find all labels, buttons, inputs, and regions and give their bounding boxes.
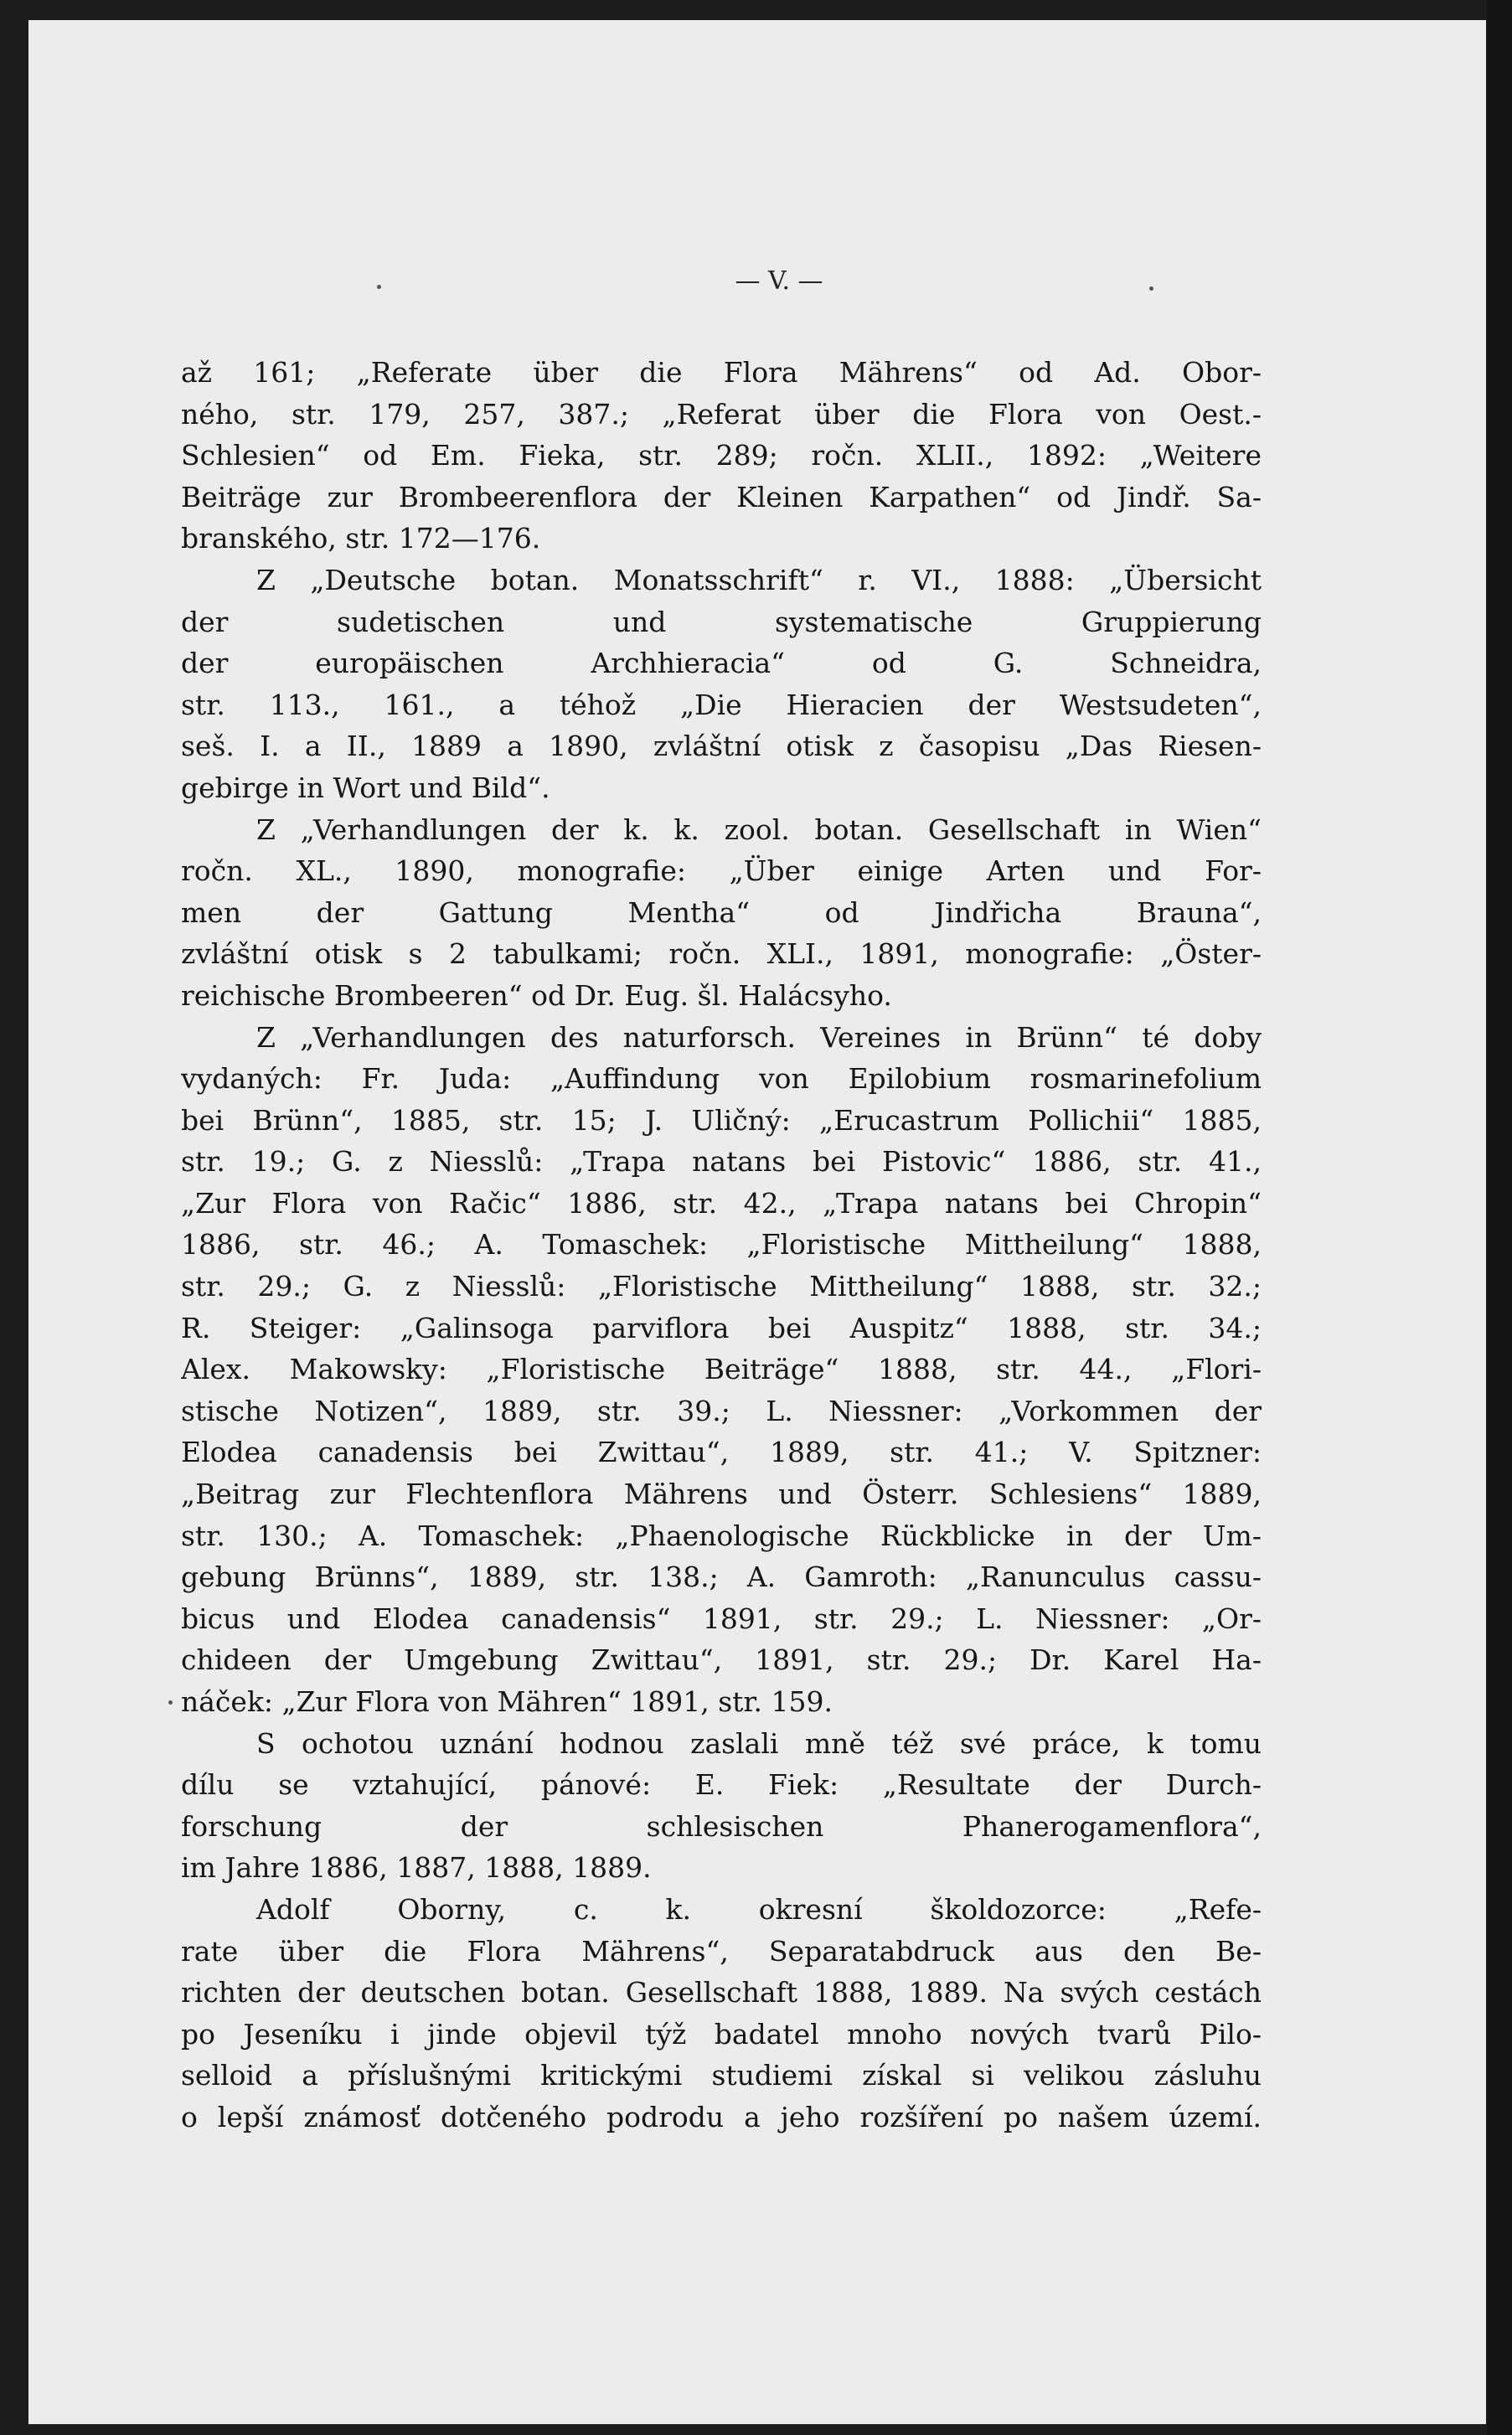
text-line: reichische Brombeeren“ od Dr. Eug. šl. Halácsyho. [181,978,892,1012]
text-line: branského, str. 172—176. [181,522,541,555]
body-text [181,352,1262,2138]
text-line: R. Steiger: „Galinsoga parviflora bei Auspitz“ 1888, str. 34.; [181,1311,1262,1344]
text-line: gebirge in Wort und Bild“. [181,771,550,804]
text-line: bei Brünn“, 1885, str. 15; J. Uličný: „Erucastrum Pollichii“ 1885, [181,1103,1262,1137]
text-line: „Zur Flora von Račic“ 1886, str. 42., „Trapa natans bei Chropin“ [181,1186,1262,1220]
text-line: rate über die Flora Mährens“, Separatabdruck aus den Be- [181,1934,1262,1968]
text-line: Z „Deutsche botan. Monatsschrift“ r. VI., 1888: „Übersicht [256,563,1262,596]
text-line: men der Gattung Mentha“ od Jindřicha Brauna“, [181,895,1262,929]
text-line: ročn. XL., 1890, monografie: „Über einige Arten und For- [181,854,1262,888]
text-line: 1886, str. 46.; A. Tomaschek: „Floristische Mittheilung“ 1888, [181,1228,1262,1261]
text-line: richten der deutschen botan. Gesellschaft 1888, 1889. Na svých cestách [181,1976,1262,2009]
text-line: Beiträge zur Brombeerenflora der Kleinen Karpathen“ od Jindř. Sa- [181,480,1262,513]
text-line: chideen der Umgebung Zwittau“, 1891, str. 29.; Dr. Karel Ha- [181,1643,1262,1677]
text-line: o lepší známosť dotčeného podrodu a jeho rozšíření po našem území. [181,2100,1262,2133]
text-line: selloid a příslušnými kritickými studiemi získal si velikou zásluhu [181,2059,1262,2092]
text-line: S ochotou uznání hodnou zaslali mně též své práce, k tomu [256,1726,1262,1760]
text-line: im Jahre 1886, 1887, 1888, 1889. [181,1851,652,1885]
text-line: „Beitrag zur Flechtenflora Mährens und Österr. Schlesiens“ 1889, [181,1478,1262,1511]
text-line: der sudetischen und systematische Gruppierung [181,605,1262,638]
page-number-text: — V. — [735,266,823,296]
text-line: Elodea canadensis bei Zwittau“, 1889, str. 41.; V. Spitzner: [181,1436,1262,1469]
text-line: dílu se vztahující, pánové: E. Fiek: „Resultate der Durch- [181,1768,1262,1802]
text-line: Schlesien“ od Em. Fieka, str. 289; ročn. XLII., 1892: „Weitere [181,439,1262,472]
text-line: str. 29.; G. z Niesslů: „Floristische Mittheilung“ 1888, str. 32.; [181,1270,1262,1303]
text-line: vydaných: Fr. Juda: „Auffindung von Epilobium rosmarinefolium [181,1062,1262,1096]
text-line: po Jeseníku i jinde objevil týž badatel mnoho nových tvarů Pilo- [181,2017,1262,2051]
text-line: náček: „Zur Flora von Mähren“ 1891, str. 159. [181,1685,833,1718]
scan-edge-right [1487,0,1512,2435]
stray-dot [168,1700,173,1705]
text-line: seš. I. a II., 1889 a 1890, zvláštní otisk z časopisu „Das Riesen- [181,730,1262,763]
text-line: forschung der schlesischen Phanerogamenflora“, [181,1809,1262,1843]
page-number [0,266,1512,296]
text-line: zvláštní otisk s 2 tabulkami; ročn. XLI., 1891, monografie: „Öster- [181,937,1262,971]
text-line: str. 113., 161., a téhož „Die Hieracien der Westsudeten“, [181,688,1262,721]
text-line: ného, str. 179, 257, 387.; „Referat über die Flora von Oest.- [181,397,1262,431]
text-line: str. 19.; G. z Niesslů: „Trapa natans bei Pistovic“ 1886, str. 41., [181,1145,1262,1179]
text-line: Z „Verhandlungen der k. k. zool. botan. Gesellschaft in Wien“ [256,813,1262,846]
text-line: Alex. Makowsky: „Floristische Beiträge“ 1888, str. 44., „Flori- [181,1353,1262,1386]
text-line: gebung Brünns“, 1889, str. 138.; A. Gamroth: „Ranunculus cassu- [181,1561,1262,1594]
text-line: str. 130.; A. Tomaschek: „Phaenologische Rückblicke in der Um- [181,1519,1262,1552]
text-line: bicus und Elodea canadensis“ 1891, str. 29.; L. Niessner: „Or- [181,1602,1262,1635]
text-line: der europäischen Archhieracia“ od G. Schneidra, [181,647,1262,680]
text-line: až 161; „Referate über die Flora Mährens“ od Ad. Obor- [181,356,1262,389]
text-line: Adolf Oborny, c. k. okresní školdozorce: „Refe- [256,1892,1262,1926]
text-line: Z „Verhandlungen des naturforsch. Vereines in Brünn“ té doby [256,1020,1262,1054]
text-line: stische Notizen“, 1889, str. 39.; L. Niessner: „Vorkommen der [181,1394,1262,1427]
